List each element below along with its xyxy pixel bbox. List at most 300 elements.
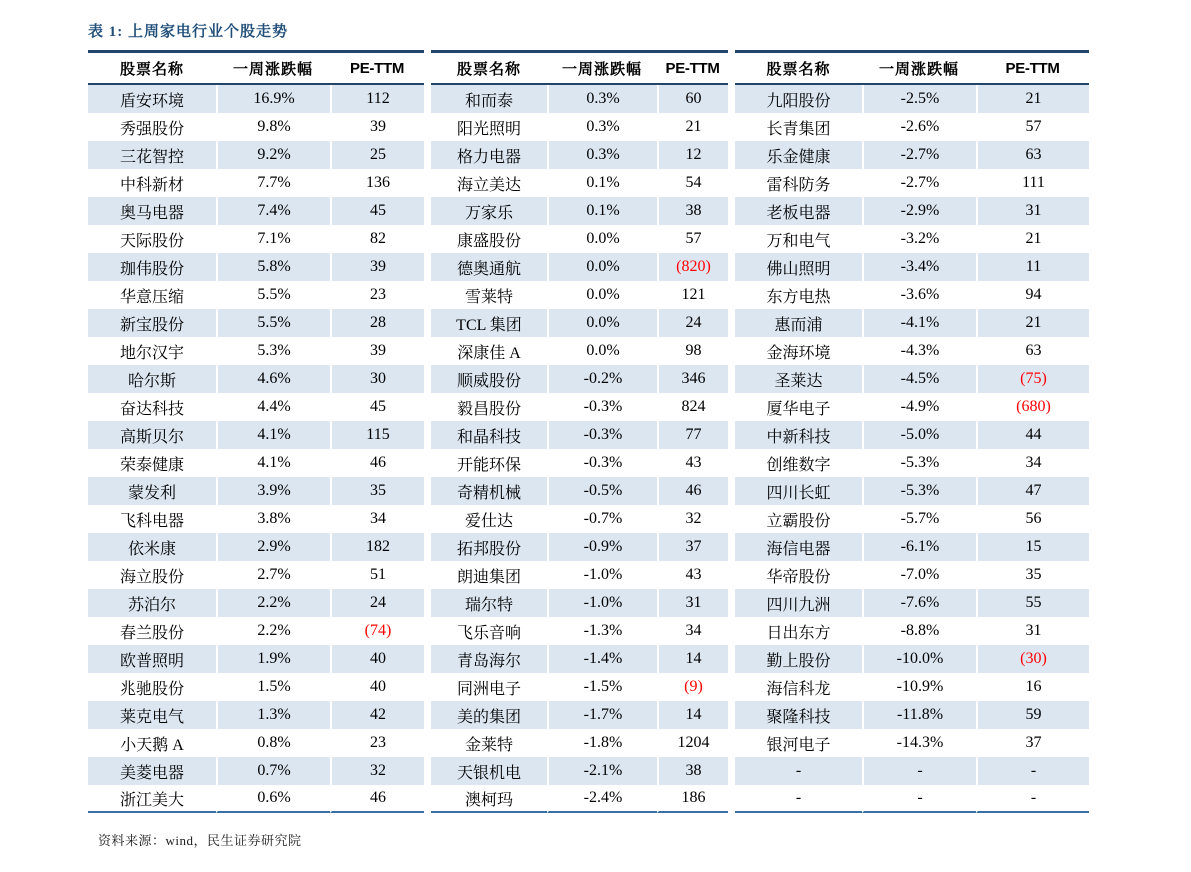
- table-row: [431, 449, 728, 477]
- pe-ttm: 35: [976, 561, 1089, 589]
- stock-name: 惠而浦: [735, 309, 862, 337]
- weekly-change: -5.0%: [862, 421, 976, 449]
- stock-name: 立霸股份: [766, 512, 831, 530]
- stock-name: 春兰股份: [119, 624, 184, 642]
- table-row: [88, 197, 424, 225]
- pe-ttm: 21: [976, 309, 1089, 337]
- table-row: [88, 617, 424, 645]
- weekly-change: 0.6%: [216, 785, 330, 813]
- stock-name: 兆驰股份: [119, 680, 184, 698]
- table-row: [431, 337, 728, 365]
- table-row: [431, 477, 728, 505]
- weekly-change: -5.3%: [862, 477, 976, 505]
- weekly-change: -3.6%: [862, 281, 976, 309]
- pe-ttm: 37: [657, 533, 728, 561]
- stock-name: 华帝股份: [766, 568, 831, 586]
- weekly-change: 0.0%: [547, 253, 657, 281]
- table-row: [431, 85, 728, 113]
- table-row: [88, 309, 424, 337]
- weekly-change: 3.8%: [216, 505, 330, 533]
- stock-name: 和而泰: [431, 85, 547, 113]
- pe-ttm: 824: [657, 393, 728, 421]
- table-row: [88, 589, 424, 617]
- stock-name: 老板电器: [735, 197, 862, 225]
- stock-name: 拓邦股份: [431, 533, 547, 561]
- header-row: [431, 50, 728, 85]
- table-row: [88, 337, 424, 365]
- pe-ttm: 21: [976, 85, 1089, 113]
- table-row: [431, 113, 728, 141]
- pe-ttm: 46: [330, 785, 424, 813]
- pe-ttm: 23: [330, 281, 424, 309]
- weekly-change: 0.3%: [547, 85, 657, 113]
- stock-name: 中新科技: [735, 421, 862, 449]
- weekly-change: -2.9%: [862, 197, 976, 225]
- stock-name: 盾安环境: [88, 85, 216, 113]
- weekly-change: 4.1%: [216, 421, 330, 449]
- pe-ttm: 40: [330, 673, 424, 701]
- stock-name: -: [735, 757, 862, 785]
- stock-name: 海信电器: [735, 533, 862, 561]
- stock-name: 苏泊尔: [88, 589, 216, 617]
- pe-ttm: 31: [657, 589, 728, 617]
- stock-name: 飞乐音响: [456, 624, 521, 642]
- weekly-change: 7.7%: [216, 169, 330, 197]
- weekly-change: 5.8%: [216, 253, 330, 281]
- weekly-change: 9.2%: [216, 141, 330, 169]
- stock-table-group-1: [88, 50, 424, 813]
- pe-ttm: 34: [657, 617, 728, 645]
- pe-ttm: 39: [330, 253, 424, 281]
- pe-ttm: 46: [657, 477, 728, 505]
- table-row: [431, 617, 728, 645]
- stock-name: 荣泰健康: [119, 456, 184, 474]
- stock-name: 乐金健康: [735, 141, 862, 169]
- pe-ttm: 28: [330, 309, 424, 337]
- pe-ttm: 16: [976, 673, 1089, 701]
- pe-ttm: 115: [330, 421, 424, 449]
- table-row: [735, 309, 1089, 337]
- pe-ttm: 34: [330, 505, 424, 533]
- weekly-change: -1.7%: [547, 701, 657, 729]
- header-row: [735, 50, 1089, 85]
- table-row: [88, 393, 424, 421]
- pe-ttm: 182: [330, 533, 424, 561]
- table-row: [735, 393, 1089, 421]
- stock-name: 地尔汉宇: [119, 344, 184, 362]
- pe-ttm: 42: [330, 701, 424, 729]
- table-row: [88, 729, 424, 757]
- table-row: [431, 169, 728, 197]
- weekly-change: 0.0%: [547, 337, 657, 365]
- weekly-change: -11.8%: [862, 701, 976, 729]
- pe-ttm: 15: [976, 533, 1089, 561]
- pe-ttm: 54: [657, 169, 728, 197]
- stock-name: 佛山照明: [735, 253, 862, 281]
- weekly-change: -2.4%: [547, 785, 657, 813]
- table-row: [431, 561, 728, 589]
- pe-ttm: 111: [976, 169, 1089, 197]
- stock-name: TCL 集团: [431, 309, 547, 337]
- weekly-change: -2.7%: [862, 141, 976, 169]
- pe-ttm: (820): [657, 253, 728, 281]
- stock-table-group-3: [735, 50, 1089, 813]
- table-row: [735, 701, 1089, 729]
- pe-ttm: 30: [330, 365, 424, 393]
- pe-ttm: 60: [657, 85, 728, 113]
- pe-ttm: 51: [330, 561, 424, 589]
- stock-name: 同洲电子: [456, 680, 521, 698]
- weekly-change: -0.5%: [547, 477, 657, 505]
- stock-name: 深康佳 A: [457, 344, 521, 362]
- table-row: [431, 729, 728, 757]
- pe-ttm: 98: [657, 337, 728, 365]
- stock-name: 四川长虹: [735, 477, 862, 505]
- table-row: [88, 225, 424, 253]
- stock-name: 奇精机械: [431, 477, 547, 505]
- pe-ttm: -: [976, 785, 1089, 813]
- pe-ttm: 14: [657, 645, 728, 673]
- weekly-change: -4.1%: [862, 309, 976, 337]
- weekly-change: 1.3%: [216, 701, 330, 729]
- stock-name: 天际股份: [119, 232, 184, 250]
- weekly-change: -5.3%: [862, 449, 976, 477]
- stock-name: 澳柯玛: [431, 785, 547, 813]
- column-header-stock-name: 股票名称: [88, 50, 216, 85]
- weekly-change: -8.8%: [862, 617, 976, 645]
- table-row: [735, 533, 1089, 561]
- stock-name: 长青集团: [766, 120, 831, 138]
- weekly-change: -1.8%: [547, 729, 657, 757]
- table-row: [88, 85, 424, 113]
- table-row: [735, 673, 1089, 701]
- table-row: [735, 729, 1089, 757]
- table-row: [735, 561, 1089, 589]
- weekly-change: 2.7%: [216, 561, 330, 589]
- stock-name: 圣莱达: [735, 365, 862, 393]
- pe-ttm: 44: [976, 421, 1089, 449]
- stock-name: 青岛海尔: [431, 645, 547, 673]
- table-row: [735, 197, 1089, 225]
- pe-ttm: 121: [657, 281, 728, 309]
- weekly-change: -0.7%: [547, 505, 657, 533]
- stock-tables: [88, 50, 1191, 813]
- weekly-change: 2.9%: [216, 533, 330, 561]
- pe-ttm: 11: [976, 253, 1089, 281]
- pe-ttm: 1204: [657, 729, 728, 757]
- stock-name: 格力电器: [431, 141, 547, 169]
- pe-ttm: 346: [657, 365, 728, 393]
- weekly-change: 0.0%: [547, 309, 657, 337]
- table-row: [88, 701, 424, 729]
- table-row: [88, 281, 424, 309]
- stock-name: 万家乐: [431, 197, 547, 225]
- table-row: [735, 141, 1089, 169]
- weekly-change: -: [862, 757, 976, 785]
- table-row: [735, 589, 1089, 617]
- table-row: [88, 757, 424, 785]
- stock-name: 康盛股份: [456, 232, 521, 250]
- stock-name: 九阳股份: [735, 85, 862, 113]
- stock-name: 银河电子: [766, 736, 831, 754]
- stock-name: 东方电热: [766, 288, 831, 306]
- pe-ttm: 57: [976, 113, 1089, 141]
- stock-name: 欧普照明: [88, 645, 216, 673]
- stock-name: 中科新材: [119, 176, 184, 194]
- stock-name: 顺威股份: [431, 365, 547, 393]
- pe-ttm: 56: [976, 505, 1089, 533]
- pe-ttm: (680): [976, 393, 1089, 421]
- pe-ttm: 38: [657, 197, 728, 225]
- table-row: [431, 757, 728, 785]
- weekly-change: -7.6%: [862, 589, 976, 617]
- stock-name: 万和电气: [766, 232, 831, 250]
- weekly-change: 0.3%: [547, 141, 657, 169]
- weekly-change: -14.3%: [862, 729, 976, 757]
- weekly-change: 5.5%: [216, 281, 330, 309]
- column-header-pe-ttm: PE-TTM: [976, 50, 1089, 85]
- pe-ttm: (75): [976, 365, 1089, 393]
- weekly-change: 0.0%: [547, 281, 657, 309]
- table-row: [88, 645, 424, 673]
- pe-ttm: 94: [976, 281, 1089, 309]
- pe-ttm: 136: [330, 169, 424, 197]
- pe-ttm: 38: [657, 757, 728, 785]
- table-row: [735, 757, 1089, 785]
- column-header-pe-ttm: PE-TTM: [330, 50, 424, 85]
- weekly-change: -2.7%: [862, 169, 976, 197]
- column-header-weekly-change: 一周涨跌幅: [547, 50, 657, 85]
- pe-ttm: 35: [330, 477, 424, 505]
- source-note: 资料来源：wind，民生证券研究院: [98, 833, 302, 848]
- table-row: [88, 533, 424, 561]
- stock-name: 珈伟股份: [88, 253, 216, 281]
- column-header-weekly-change: 一周涨跌幅: [216, 50, 330, 85]
- stock-name: 依米康: [88, 533, 216, 561]
- stock-name: 日出东方: [766, 624, 831, 642]
- table-row: [735, 169, 1089, 197]
- stock-name: 阳光照明: [456, 120, 521, 138]
- table-row: [88, 785, 424, 813]
- column-header-stock-name: 股票名称: [735, 50, 862, 85]
- stock-name: 爱仕达: [464, 512, 513, 530]
- weekly-change: 4.4%: [216, 393, 330, 421]
- weekly-change: 2.2%: [216, 617, 330, 645]
- stock-name: 瑞尔特: [431, 589, 547, 617]
- stock-name: 海信科龙: [766, 680, 831, 698]
- weekly-change: 7.1%: [216, 225, 330, 253]
- table-row: [88, 561, 424, 589]
- table-row: [735, 617, 1089, 645]
- pe-ttm: 57: [657, 225, 728, 253]
- table-row: [88, 141, 424, 169]
- table-row: [735, 253, 1089, 281]
- pe-ttm: 46: [330, 449, 424, 477]
- pe-ttm: 186: [657, 785, 728, 813]
- pe-ttm: 34: [976, 449, 1089, 477]
- weekly-change: -2.1%: [547, 757, 657, 785]
- pe-ttm: 43: [657, 449, 728, 477]
- weekly-change: 4.1%: [216, 449, 330, 477]
- weekly-change: 0.1%: [547, 197, 657, 225]
- table-row: [431, 393, 728, 421]
- stock-table-group-2: [431, 50, 728, 813]
- weekly-change: -3.4%: [862, 253, 976, 281]
- weekly-change: 0.8%: [216, 729, 330, 757]
- stock-name: 德奥通航: [431, 253, 547, 281]
- column-header-pe-ttm: PE-TTM: [657, 50, 728, 85]
- stock-name: 雷科防务: [766, 176, 831, 194]
- pe-ttm: 23: [330, 729, 424, 757]
- pe-ttm: 77: [657, 421, 728, 449]
- weekly-change: 5.3%: [216, 337, 330, 365]
- weekly-change: 5.5%: [216, 309, 330, 337]
- table-row: [431, 673, 728, 701]
- stock-name: 雪莱特: [464, 288, 513, 306]
- weekly-change: 0.3%: [547, 113, 657, 141]
- stock-name: 朗迪集团: [456, 568, 521, 586]
- weekly-change: 1.5%: [216, 673, 330, 701]
- stock-name: 奥马电器: [88, 197, 216, 225]
- pe-ttm: 24: [330, 589, 424, 617]
- table-row: [431, 281, 728, 309]
- table-row: [735, 477, 1089, 505]
- stock-name: 浙江美大: [88, 785, 216, 813]
- table-title: 表 1: 上周家电行业个股走势: [88, 24, 288, 40]
- pe-ttm: 39: [330, 337, 424, 365]
- pe-ttm: 21: [657, 113, 728, 141]
- weekly-change: -7.0%: [862, 561, 976, 589]
- pe-ttm: 14: [657, 701, 728, 729]
- table-row: [431, 645, 728, 673]
- pe-ttm: 21: [976, 225, 1089, 253]
- pe-ttm: 82: [330, 225, 424, 253]
- weekly-change: 9.8%: [216, 113, 330, 141]
- stock-name: 美的集团: [431, 701, 547, 729]
- table-row: [88, 253, 424, 281]
- weekly-change: 0.1%: [547, 169, 657, 197]
- table-row: [431, 533, 728, 561]
- weekly-change: -4.5%: [862, 365, 976, 393]
- weekly-change: 1.9%: [216, 645, 330, 673]
- pe-ttm: 45: [330, 393, 424, 421]
- table-row: [735, 421, 1089, 449]
- column-header-stock-name: 股票名称: [431, 50, 547, 85]
- table-row: [735, 281, 1089, 309]
- weekly-change: -1.3%: [547, 617, 657, 645]
- weekly-change: -5.7%: [862, 505, 976, 533]
- weekly-change: -6.1%: [862, 533, 976, 561]
- stock-name: 秀强股份: [119, 120, 184, 138]
- weekly-change: -2.5%: [862, 85, 976, 113]
- weekly-change: -0.9%: [547, 533, 657, 561]
- weekly-change: -4.3%: [862, 337, 976, 365]
- table-row: [735, 365, 1089, 393]
- weekly-change: -0.3%: [547, 449, 657, 477]
- table-row: [431, 141, 728, 169]
- pe-ttm: 32: [330, 757, 424, 785]
- pe-ttm: 63: [976, 141, 1089, 169]
- table-row: [88, 505, 424, 533]
- table-row: [88, 421, 424, 449]
- pe-ttm: 45: [330, 197, 424, 225]
- table-row: [735, 225, 1089, 253]
- stock-name: 华意压缩: [119, 288, 184, 306]
- table-row: [431, 589, 728, 617]
- weekly-change: 16.9%: [216, 85, 330, 113]
- column-header-weekly-change: 一周涨跌幅: [862, 50, 976, 85]
- weekly-change: 7.4%: [216, 197, 330, 225]
- stock-name: 莱克电气: [88, 701, 216, 729]
- weekly-change: -4.9%: [862, 393, 976, 421]
- pe-ttm: 31: [976, 197, 1089, 225]
- pe-ttm: 31: [976, 617, 1089, 645]
- stock-name: 新宝股份: [88, 309, 216, 337]
- weekly-change: 3.9%: [216, 477, 330, 505]
- table-row: [431, 785, 728, 813]
- stock-name: 和晶科技: [431, 421, 547, 449]
- table-row: [431, 225, 728, 253]
- pe-ttm: 32: [657, 505, 728, 533]
- stock-name: 聚隆科技: [735, 701, 862, 729]
- stock-name: 金莱特: [464, 736, 513, 754]
- stock-name: 高斯贝尔: [88, 421, 216, 449]
- table-row: [735, 785, 1089, 813]
- pe-ttm: 25: [330, 141, 424, 169]
- stock-name: 厦华电子: [766, 400, 831, 418]
- weekly-change: -3.2%: [862, 225, 976, 253]
- pe-ttm: 112: [330, 85, 424, 113]
- table-row: [431, 701, 728, 729]
- table-row: [88, 365, 424, 393]
- stock-name: 奋达科技: [119, 400, 184, 418]
- table-row: [88, 477, 424, 505]
- stock-name: 毅昌股份: [456, 400, 521, 418]
- weekly-change: -1.0%: [547, 589, 657, 617]
- pe-ttm: (30): [976, 645, 1089, 673]
- table-row: [735, 505, 1089, 533]
- pe-ttm: 37: [976, 729, 1089, 757]
- table-row: [431, 421, 728, 449]
- pe-ttm: 55: [976, 589, 1089, 617]
- table-row: [735, 645, 1089, 673]
- weekly-change: 0.7%: [216, 757, 330, 785]
- table-row: [88, 169, 424, 197]
- stock-name: 海立股份: [119, 568, 184, 586]
- header-row: [88, 50, 424, 85]
- weekly-change: -1.5%: [547, 673, 657, 701]
- weekly-change: 2.2%: [216, 589, 330, 617]
- stock-name: 蒙发利: [88, 477, 216, 505]
- pe-ttm: 47: [976, 477, 1089, 505]
- table-row: [88, 673, 424, 701]
- stock-name: 创维数字: [766, 456, 831, 474]
- table-row: [431, 197, 728, 225]
- weekly-change: -0.3%: [547, 393, 657, 421]
- pe-ttm: 24: [657, 309, 728, 337]
- stock-name: 海立美达: [456, 176, 521, 194]
- weekly-change: -10.9%: [862, 673, 976, 701]
- weekly-change: -2.6%: [862, 113, 976, 141]
- stock-name: 金海环境: [766, 344, 831, 362]
- pe-ttm: (9): [657, 673, 728, 701]
- pe-ttm: 43: [657, 561, 728, 589]
- table-row: [431, 309, 728, 337]
- table-row: [431, 505, 728, 533]
- weekly-change: 4.6%: [216, 365, 330, 393]
- pe-ttm: 63: [976, 337, 1089, 365]
- pe-ttm: 59: [976, 701, 1089, 729]
